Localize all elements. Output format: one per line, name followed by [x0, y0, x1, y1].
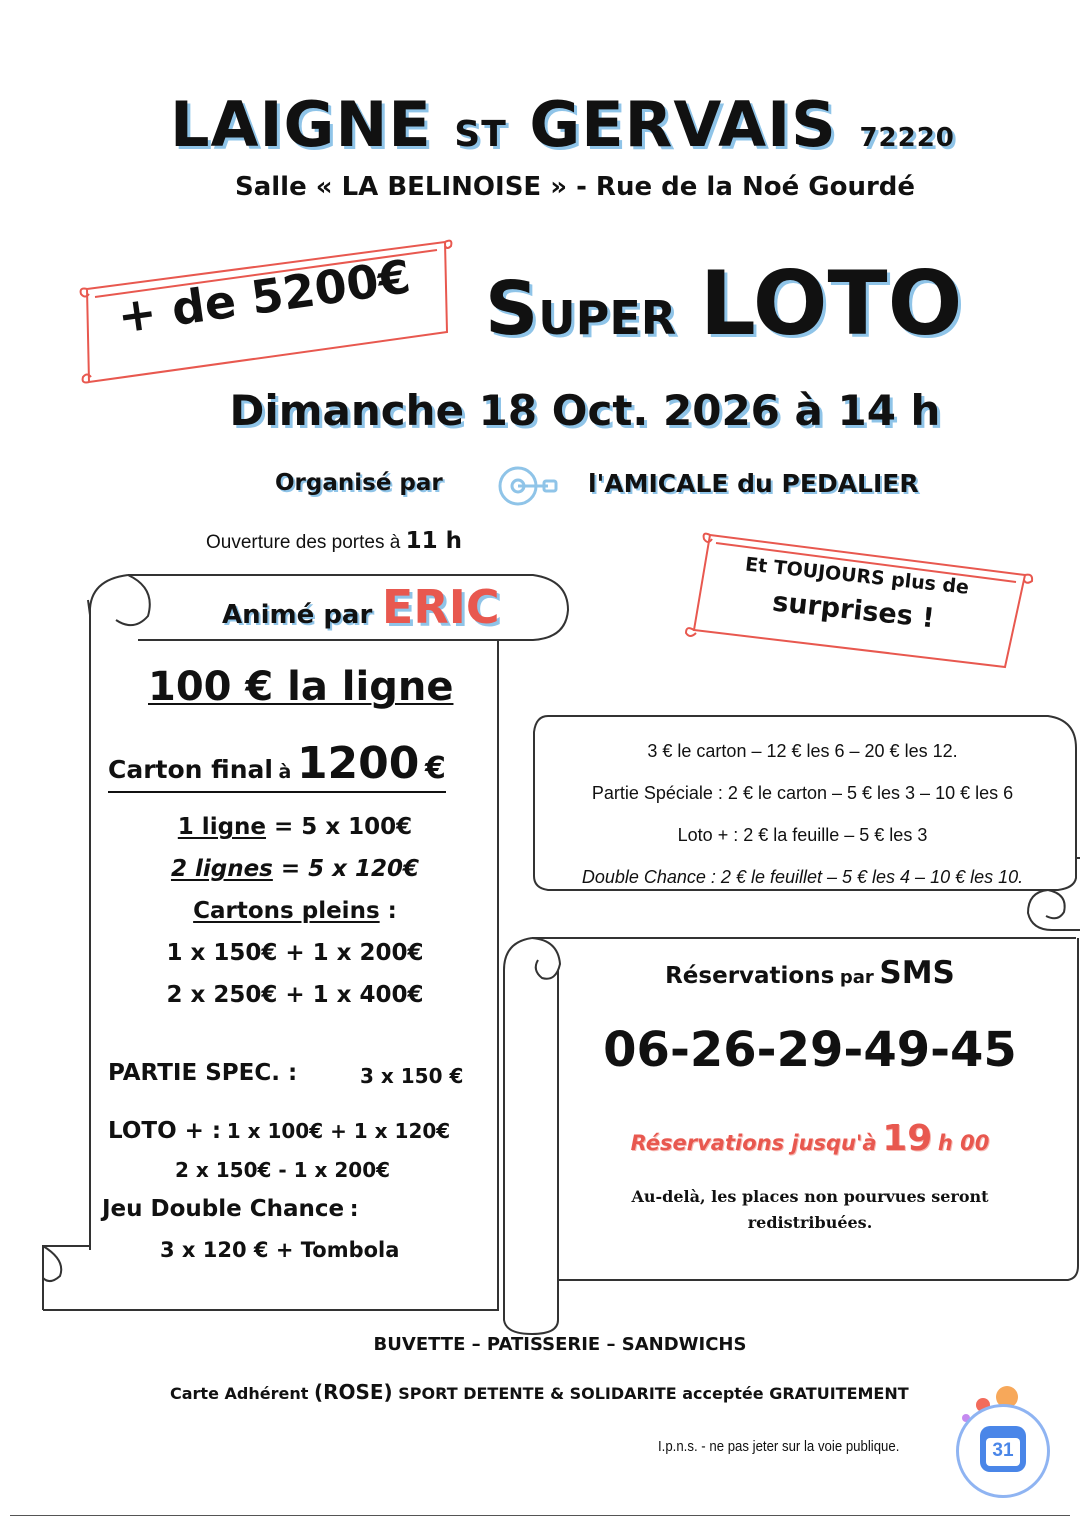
prize-details	[100, 806, 490, 1016]
postcode: 72220	[859, 123, 955, 153]
prize-per-line	[148, 664, 453, 710]
loto-plus-label: LOTO + :	[108, 1118, 222, 1144]
one-line-value: = 5 x 100€	[274, 814, 413, 840]
loto-plus-line	[108, 1118, 450, 1144]
venue-line: Salle « LA BELINOISE » - Rue de la Noé Gourdé	[234, 172, 916, 202]
page-edge-line	[10, 1515, 1070, 1516]
double-chance-line	[102, 1196, 359, 1222]
calendar-day: 31	[992, 1440, 1014, 1461]
super-rest: UPER	[538, 291, 677, 345]
double-chance-value: 3 x 120 € + Tombola	[160, 1238, 400, 1262]
double-chance-label: Jeu Double Chance	[102, 1196, 345, 1222]
double-chance-colon: :	[349, 1197, 359, 1222]
deadline-label: Réservations jusqu'à	[630, 1131, 877, 1155]
super-initial: S	[485, 266, 539, 352]
final-card-line	[108, 738, 446, 793]
full-cards-1: 1 x 150€ + 1 x 200€	[166, 940, 424, 966]
event-date: Dimanche 18 Oct. 2026 à 14 h	[229, 386, 941, 435]
pricing-line-1: 3 € le carton – 12 € les 6 – 20 € les 12.	[647, 741, 958, 761]
card-b: SPORT DETENTE & SOLIDARITE acceptée GRATUITEMENT	[398, 1384, 909, 1403]
card-a: Carte Adhérent	[170, 1384, 309, 1403]
final-card-amount: 1200	[296, 738, 420, 789]
legal-notice: I.p.n.s. - ne pas jeter sur la voie publique.	[658, 1438, 900, 1455]
doors-label: Ouverture des portes à	[206, 532, 401, 553]
pedal-logo-icon	[496, 464, 560, 508]
final-card-currency: €	[424, 751, 446, 786]
surprises-line2: surprises !	[770, 586, 936, 635]
full-cards-2: 2 x 250€ + 1 x 400€	[166, 982, 424, 1008]
pricing-list	[540, 730, 1065, 898]
one-line-label: 1 ligne	[177, 814, 267, 840]
town-part2: GERVAIS	[529, 88, 837, 161]
doors-opening	[206, 528, 462, 554]
calendar-icon	[980, 1426, 1026, 1472]
prize-per-line-text: 100 € la ligne	[148, 664, 454, 710]
full-cards-colon: :	[387, 898, 397, 924]
full-cards-heading	[100, 890, 490, 932]
note-line-2: redistribuées.	[747, 1213, 873, 1232]
organiser-label: Organisé par	[275, 470, 443, 496]
two-lines-prize	[100, 848, 490, 890]
final-card-a: à	[278, 761, 292, 783]
town-title	[170, 88, 1010, 161]
loto-plus-1: 1 x 100€ + 1 x 120€	[226, 1119, 451, 1143]
loto-plus-2: 2 x 150€ - 1 x 200€	[175, 1158, 391, 1182]
pricing-line-2: Partie Spéciale : 2 € le carton – 5 € les 3 – 10 € les 6	[591, 783, 1014, 803]
pricing-line-3: Loto + : 2 € la feuille – 5 € les 3	[677, 825, 928, 845]
loto-word: LOTO	[699, 252, 963, 355]
reservations-title-par: par	[839, 967, 874, 988]
pricing-line-4: Double Chance : 2 € le feuillet – 5 € les 4 – 10 € les 10.	[581, 867, 1024, 887]
note-line-1: Au-delà, les places non pourvues seront	[631, 1187, 989, 1206]
reservations-title-sms: SMS	[879, 955, 955, 991]
calendar-badge[interactable]	[954, 1400, 1054, 1500]
doors-time: 11 h	[405, 528, 462, 554]
surprises-line1: Et TOUJOURS plus de	[744, 553, 970, 599]
deadline-hour: 19	[882, 1118, 933, 1159]
final-card-label: Carton final	[108, 755, 273, 784]
host-name: ERIC	[381, 580, 500, 634]
event-title	[485, 252, 962, 355]
deadline-min: h 00	[937, 1131, 990, 1155]
one-line-prize	[100, 806, 490, 848]
host-label: Animé par	[222, 600, 373, 630]
two-lines-label: 2 lignes	[170, 856, 273, 882]
member-card-line	[170, 1380, 909, 1404]
organiser-name: l'AMICALE du PEDALIER	[588, 469, 919, 498]
full-cards-label: Cartons pleins	[193, 898, 380, 924]
prize-badge: + de 5200€	[114, 249, 414, 344]
special-value: 3 x 150 €	[360, 1064, 464, 1088]
two-lines-value: = 5 x 120€	[280, 856, 420, 882]
card-rose: (ROSE)	[313, 1380, 393, 1404]
services-line: BUVETTE – PATISSERIE – SANDWICHS	[373, 1334, 747, 1355]
special-label: PARTIE SPEC. :	[108, 1060, 298, 1086]
host-line	[222, 580, 500, 634]
reservations-title-a: Réservations	[665, 963, 835, 989]
town-part1: LAIGNE	[170, 88, 432, 161]
reservations-phone[interactable]: 06-26-29-49-45	[603, 1022, 1017, 1078]
town-st: ST	[454, 114, 507, 155]
reservations-deadline	[590, 1118, 1030, 1159]
reservations-note	[600, 1184, 1020, 1236]
reservations-title	[600, 955, 1020, 991]
